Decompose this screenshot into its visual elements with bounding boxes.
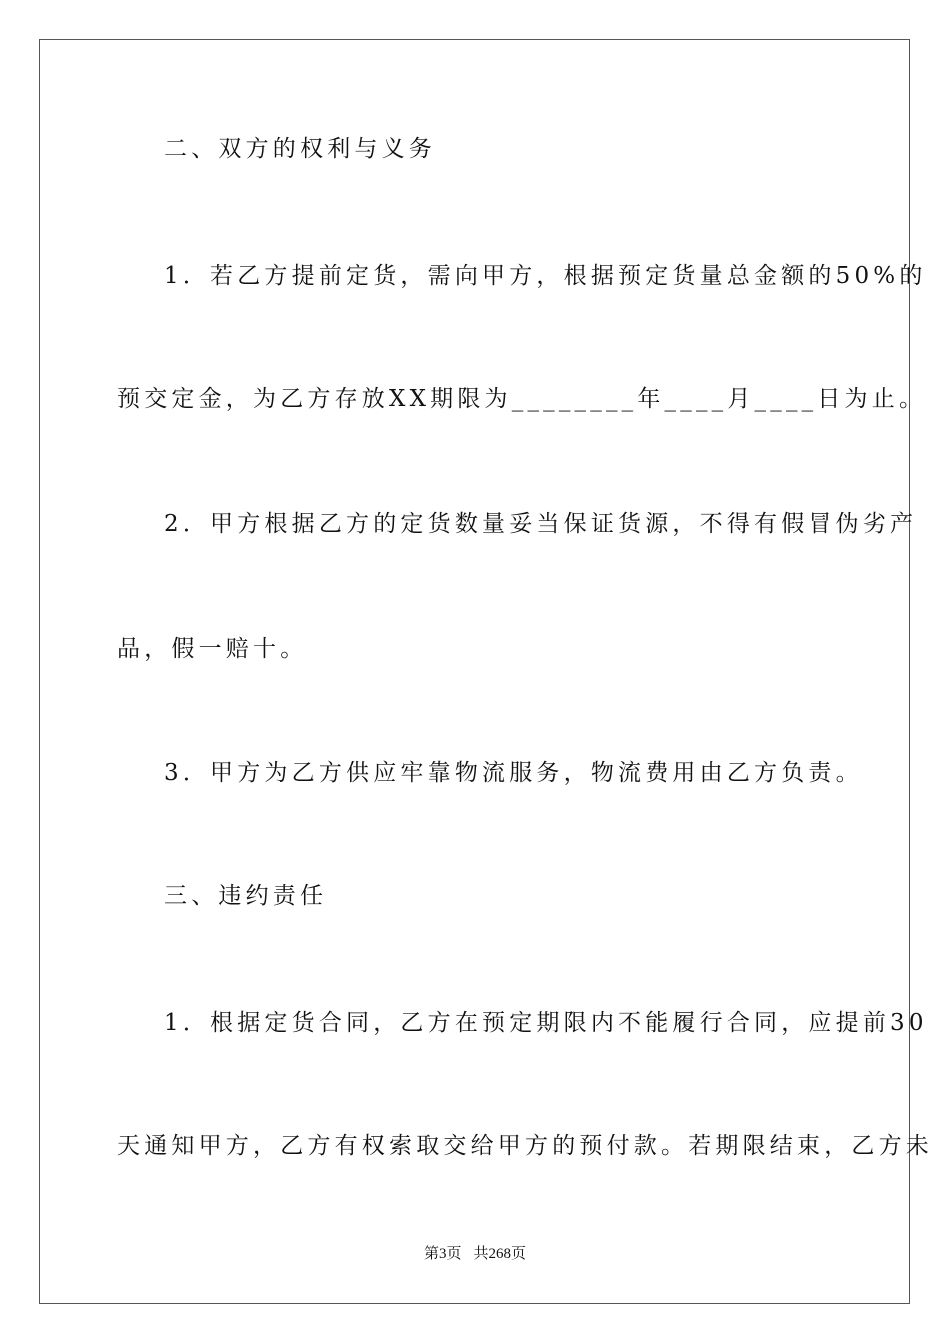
paragraph-line: 预交定金，为乙方存放XX期限为________年____月____日为止。 [117, 386, 927, 412]
paragraph-line: 2．甲方根据乙方的定货数量妥当保证货源，不得有假冒伪劣产 [164, 511, 918, 537]
paragraph-line: 品，假一赔十。 [117, 636, 308, 662]
paragraph-line: 1．若乙方提前定货，需向甲方，根据预定货量总金额的50%的 [164, 263, 927, 289]
total-pages: 共268页 [473, 1246, 527, 1262]
page-number: 第3页 [423, 1246, 462, 1262]
page-footer [0, 1244, 950, 1264]
paragraph-line: 天通知甲方，乙方有权索取交给甲方的预付款。若期限结束，乙方未 [117, 1133, 933, 1159]
page-border [39, 39, 910, 1304]
section-heading-liability: 三、违约责任 [164, 883, 328, 909]
section-heading-rights: 二、双方的权利与义务 [164, 136, 436, 162]
paragraph-line: 1．根据定货合同，乙方在预定期限内不能履行合同，应提前30 [164, 1010, 928, 1036]
paragraph-line: 3．甲方为乙方供应牢靠物流服务，物流费用由乙方负责。 [164, 760, 863, 786]
